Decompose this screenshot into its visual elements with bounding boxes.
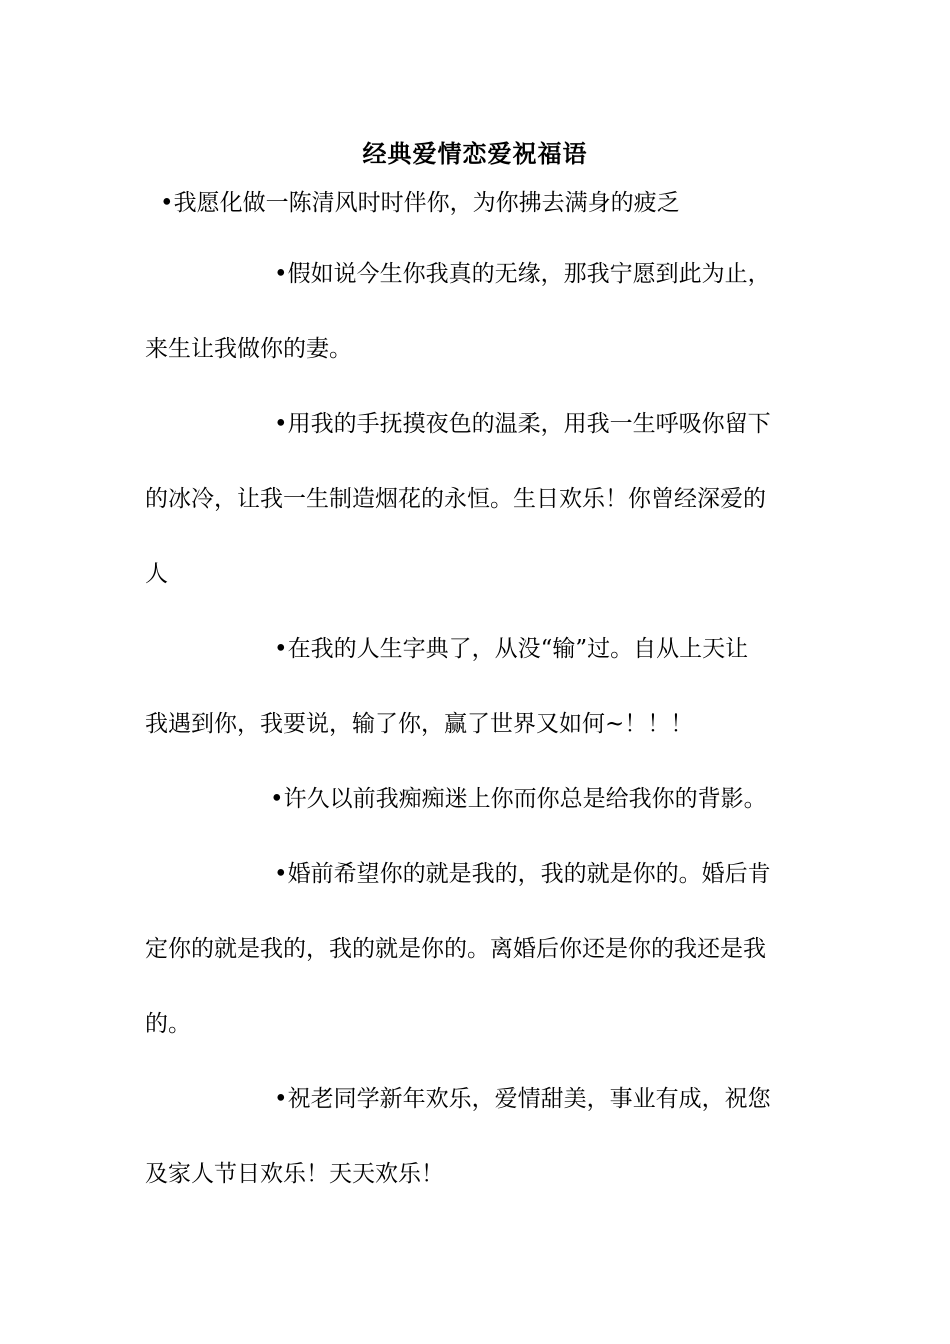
blessing-line: •假如说今生你我真的无缘，那我宁愿到此为止， [274,261,771,287]
blessing-line: 定你的就是我的，我的就是你的。离婚后你还是你的我还是我 [145,936,766,962]
blessing-line: 来生让我做你的妻。 [145,336,352,362]
blessing-line: •祝老同学新年欢乐，爱情甜美，事业有成，祝您 [274,1086,771,1112]
blessing-line: •在我的人生字典了，从没“输”过。自从上天让 [274,636,749,662]
blessing-line: 人 [145,561,168,587]
blessing-line: •用我的手抚摸夜色的温柔，用我一生呼吸你留下 [274,411,771,437]
blessing-line: 的冰冷，让我一生制造烟花的永恒。生日欢乐！你曾经深爱的 [145,486,766,512]
document-title: 经典爱情恋爱祝福语 [362,139,588,168]
blessing-line: 的。 [145,1011,191,1037]
blessing-line: •许久以前我痴痴迷上你而你总是给我你的背影。 [270,786,767,812]
blessing-line: •婚前希望你的就是我的，我的就是你的。婚后肯 [274,861,771,887]
blessing-line: •我愿化做一陈清风时时伴你，为你拂去满身的疲乏 [160,190,680,216]
blessing-line: 及家人节日欢乐！天天欢乐！ [145,1161,444,1187]
blessing-line: 我遇到你，我要说，输了你，赢了世界又如何~！！！ [145,711,694,737]
